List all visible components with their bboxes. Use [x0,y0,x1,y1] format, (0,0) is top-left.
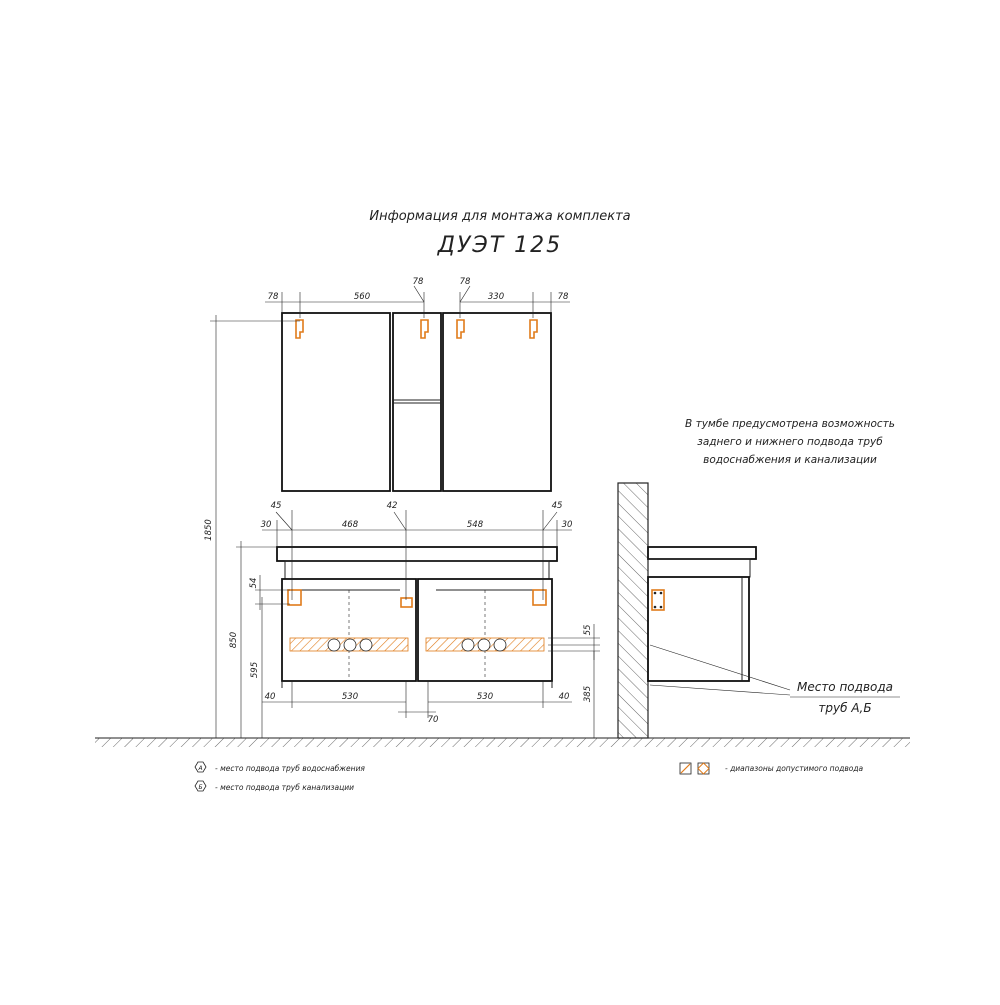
title-line1: Информация для монтажа комплекта [369,209,631,224]
dim-top-left-edge: 30 [260,520,272,530]
dim-bottom-right-edge: 40 [558,692,570,702]
note-line3: водоснабжения и канализации [703,454,877,466]
dim-bottom-left-edge: 40 [264,692,276,702]
dim-vanity-height: 850 [229,631,239,649]
dim-top-right-width: 548 [466,520,484,530]
dim-mirror-left-width: 560 [353,292,371,302]
callout-line2: труб А,Б [818,701,872,715]
dim-top-right-edge: 30 [561,520,573,530]
dim-pipe-height: 385 [583,685,593,703]
bracket-icon [288,590,301,605]
hinge-icon [457,320,464,338]
dim-top-left-offset: 45 [270,501,282,511]
title-line2: ДУЭТ 125 [437,233,563,258]
dim-mirror-center-right: 78 [459,277,471,287]
note-line1: В тумбе предусмотрена возможность [685,418,895,430]
mirror-right-door [443,313,551,491]
hinge-icon [296,320,303,338]
mirror-cabinet [282,313,551,491]
dim-bracket [249,575,290,610]
vanity-countertop [277,547,557,561]
range-cross-icon [698,763,709,774]
legend [195,762,864,792]
bracket-icon [401,598,412,607]
dim-mirror-left-edge: 78 [267,292,279,302]
side-cabinet [648,577,749,681]
vanity-left-drawer [282,579,416,681]
dim-pipe-zone [548,624,600,660]
legend-b-text: - место подвода труб канализации [215,783,354,792]
dim-total-height: 1850 [204,519,214,541]
marker-a: А [198,765,203,772]
dim-top-center: 42 [386,501,398,511]
bracket-icon [533,590,546,605]
legend-range-text: - диапазоны допустимого подвода [725,764,864,773]
dim-bottom-right-width: 530 [476,692,494,702]
side-view [618,483,900,738]
dim-bottom-gap: 70 [427,715,439,725]
side-countertop [648,547,756,559]
mirror-open-shelf [393,313,441,491]
marker-b: Б [198,784,203,791]
dim-pipe-zone-height: 55 [583,624,593,636]
dim-mirror-right-edge: 78 [557,292,569,302]
wall [618,483,648,738]
vanity-bottom-dimensions [262,681,572,725]
hinge-icon [421,320,428,338]
dim-mirror-right-width: 330 [487,292,505,302]
dim-mirror-center-left: 78 [412,277,424,287]
hinge-icon [530,320,537,338]
callout-line1: Место подвода [796,680,894,694]
dim-bracket-height: 54 [249,577,259,589]
floor [95,738,910,747]
note-line2: заднего и нижнего подвода труб [697,436,883,448]
dim-top-left-width: 468 [341,520,359,530]
dim-bottom-left-width: 530 [341,692,359,702]
vanity-unit [277,547,557,688]
dim-mount-height: 595 [250,661,260,679]
vanity-right-drawer [418,579,552,681]
mirror-left-door [282,313,390,491]
legend-a-text: - место подвода труб водоснабжения [215,764,365,773]
mirror-dimensions [265,277,570,318]
dim-top-right-offset: 45 [551,501,563,511]
